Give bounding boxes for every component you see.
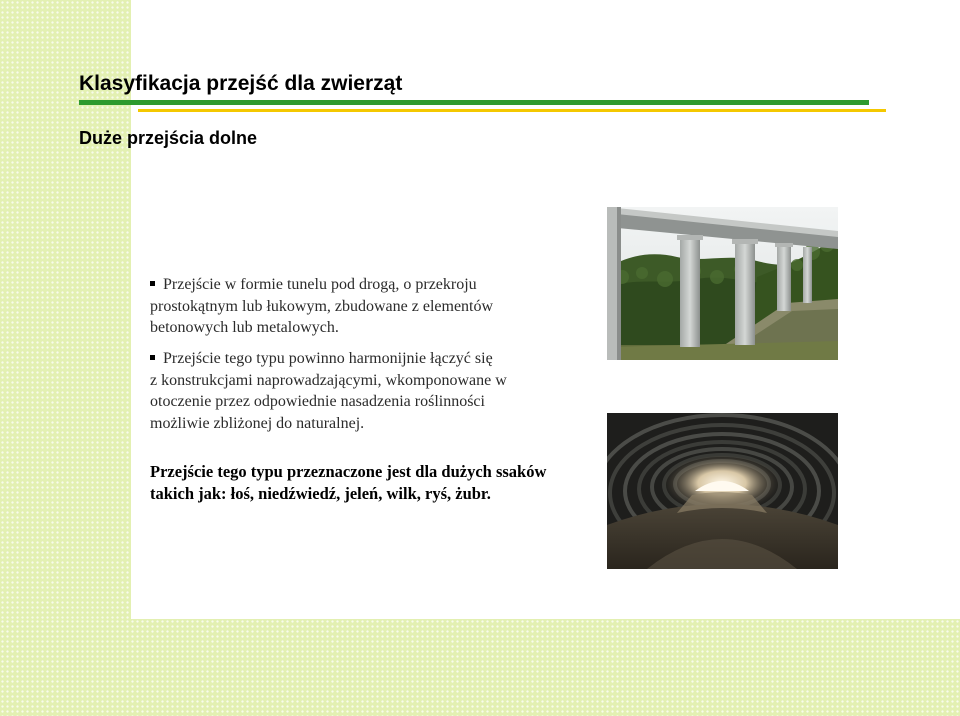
slide-title: Klasyfikacja przejść dla zwierząt xyxy=(79,72,403,95)
slide-subtitle: Duże przejścia dolne xyxy=(79,128,258,148)
bottom-texture-band xyxy=(0,619,960,716)
conclusion-line: Przejście tego typu przeznaczone jest dla dużych ssaków xyxy=(150,462,547,481)
bullet-item xyxy=(150,274,493,339)
title-rule-yellow xyxy=(138,109,886,112)
bullet-item xyxy=(150,348,507,434)
bullet-line: otoczenie przez odpowiednie nasadzenia roślinności xyxy=(150,393,485,410)
bullet-line: możliwie zbliżonej do naturalnej. xyxy=(150,414,365,432)
bullet-line: Przejście tego typu powinno harmonijnie łączyć się xyxy=(163,350,493,367)
conclusion-line: takich jak: łoś, niedźwiedź, jeleń, wilk, ryś, żubr. xyxy=(150,484,491,503)
square-bullet-icon xyxy=(150,281,155,286)
conclusion-text xyxy=(150,461,546,505)
arch-tunnel-photo xyxy=(607,413,838,569)
title-rule-green xyxy=(79,100,869,105)
bullet-line: prostokątnym lub łukowym, zbudowane z elementów xyxy=(150,297,494,315)
left-texture-strip xyxy=(0,0,131,716)
bullet-line: betonowych lub metalowych. xyxy=(150,319,339,336)
viaduct-photo xyxy=(607,207,838,360)
bullet-line: Przejście w formie tunelu pod drogą, o przekroju xyxy=(163,276,477,293)
bullet-line: z konstrukcjami naprowadzającymi, wkomponowane w xyxy=(150,371,507,389)
square-bullet-icon xyxy=(150,355,155,360)
